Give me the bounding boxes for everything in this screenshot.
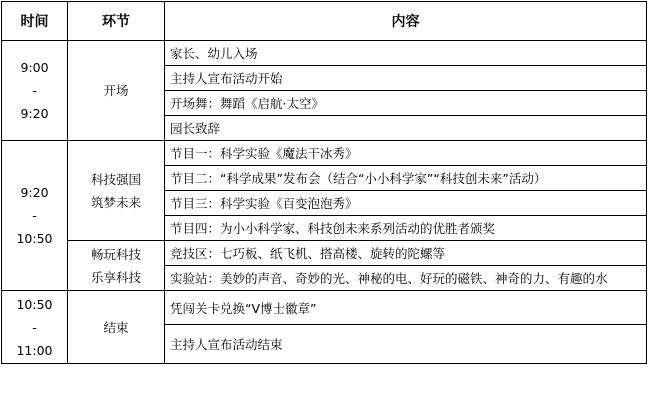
content-item: 节目一：科学实验《魔法干冰秀》	[165, 141, 647, 166]
section-name: 筑梦未来	[90, 194, 141, 210]
content-item: 主持人宣布活动结束	[165, 325, 647, 364]
content-item: 竞技区：七巧板、纸飞机、搭高楼、旋转的陀螺等	[165, 241, 647, 266]
content-item: 开场舞：舞蹈《启航·太空》	[165, 91, 647, 116]
section-cell	[68, 291, 165, 364]
time-dash: -	[32, 208, 37, 223]
section-cell	[68, 41, 165, 141]
content-item: 凭闯关卡兑换“V博士徽章”	[165, 291, 647, 325]
table-row	[2, 141, 647, 166]
table-row	[2, 291, 647, 325]
time-cell	[2, 291, 68, 364]
section-cell	[68, 241, 165, 291]
time-end: 9:20	[20, 106, 49, 121]
section-name: 开场	[103, 83, 129, 98]
section-name: 畅玩科技	[90, 246, 141, 262]
time-dash: -	[32, 83, 37, 98]
header-section: 环节	[68, 2, 165, 41]
section-name: 结束	[103, 319, 129, 335]
header-time: 时间	[2, 2, 68, 41]
table-row	[2, 241, 647, 266]
time-end: 10:50	[16, 231, 53, 246]
content-item: 节目三：科学实验《百变泡泡秀》	[165, 191, 647, 216]
time-dash: -	[32, 319, 37, 335]
header-row	[2, 2, 647, 41]
time-start: 9:20	[20, 185, 49, 200]
schedule-table	[1, 1, 647, 364]
time-cell	[2, 41, 68, 141]
content-item: 节目四：为小小科学家、科技创未来系列活动的优胜者颁奖	[165, 216, 647, 241]
time-start: 10:50	[16, 296, 53, 312]
header-content: 内容	[165, 2, 647, 41]
time-cell	[2, 141, 68, 291]
time-end: 11:00	[16, 342, 53, 358]
time-start: 9:00	[20, 60, 49, 75]
section-name: 乐享科技	[90, 269, 141, 285]
table-row	[2, 41, 647, 66]
section-name: 科技强国	[90, 171, 141, 187]
content-item: 实验站：美妙的声音、奇妙的光、神秘的电、好玩的磁铁、神奇的力、有趣的水	[165, 266, 647, 291]
section-cell	[68, 141, 165, 241]
content-item: 主持人宣布活动开始	[165, 66, 647, 91]
content-item: 节目二：“科学成果”发布会（结合“小小科学家”“科技创未来”活动）	[165, 166, 647, 191]
content-item: 园长致辞	[165, 116, 647, 141]
content-item: 家长、幼儿入场	[165, 41, 647, 66]
